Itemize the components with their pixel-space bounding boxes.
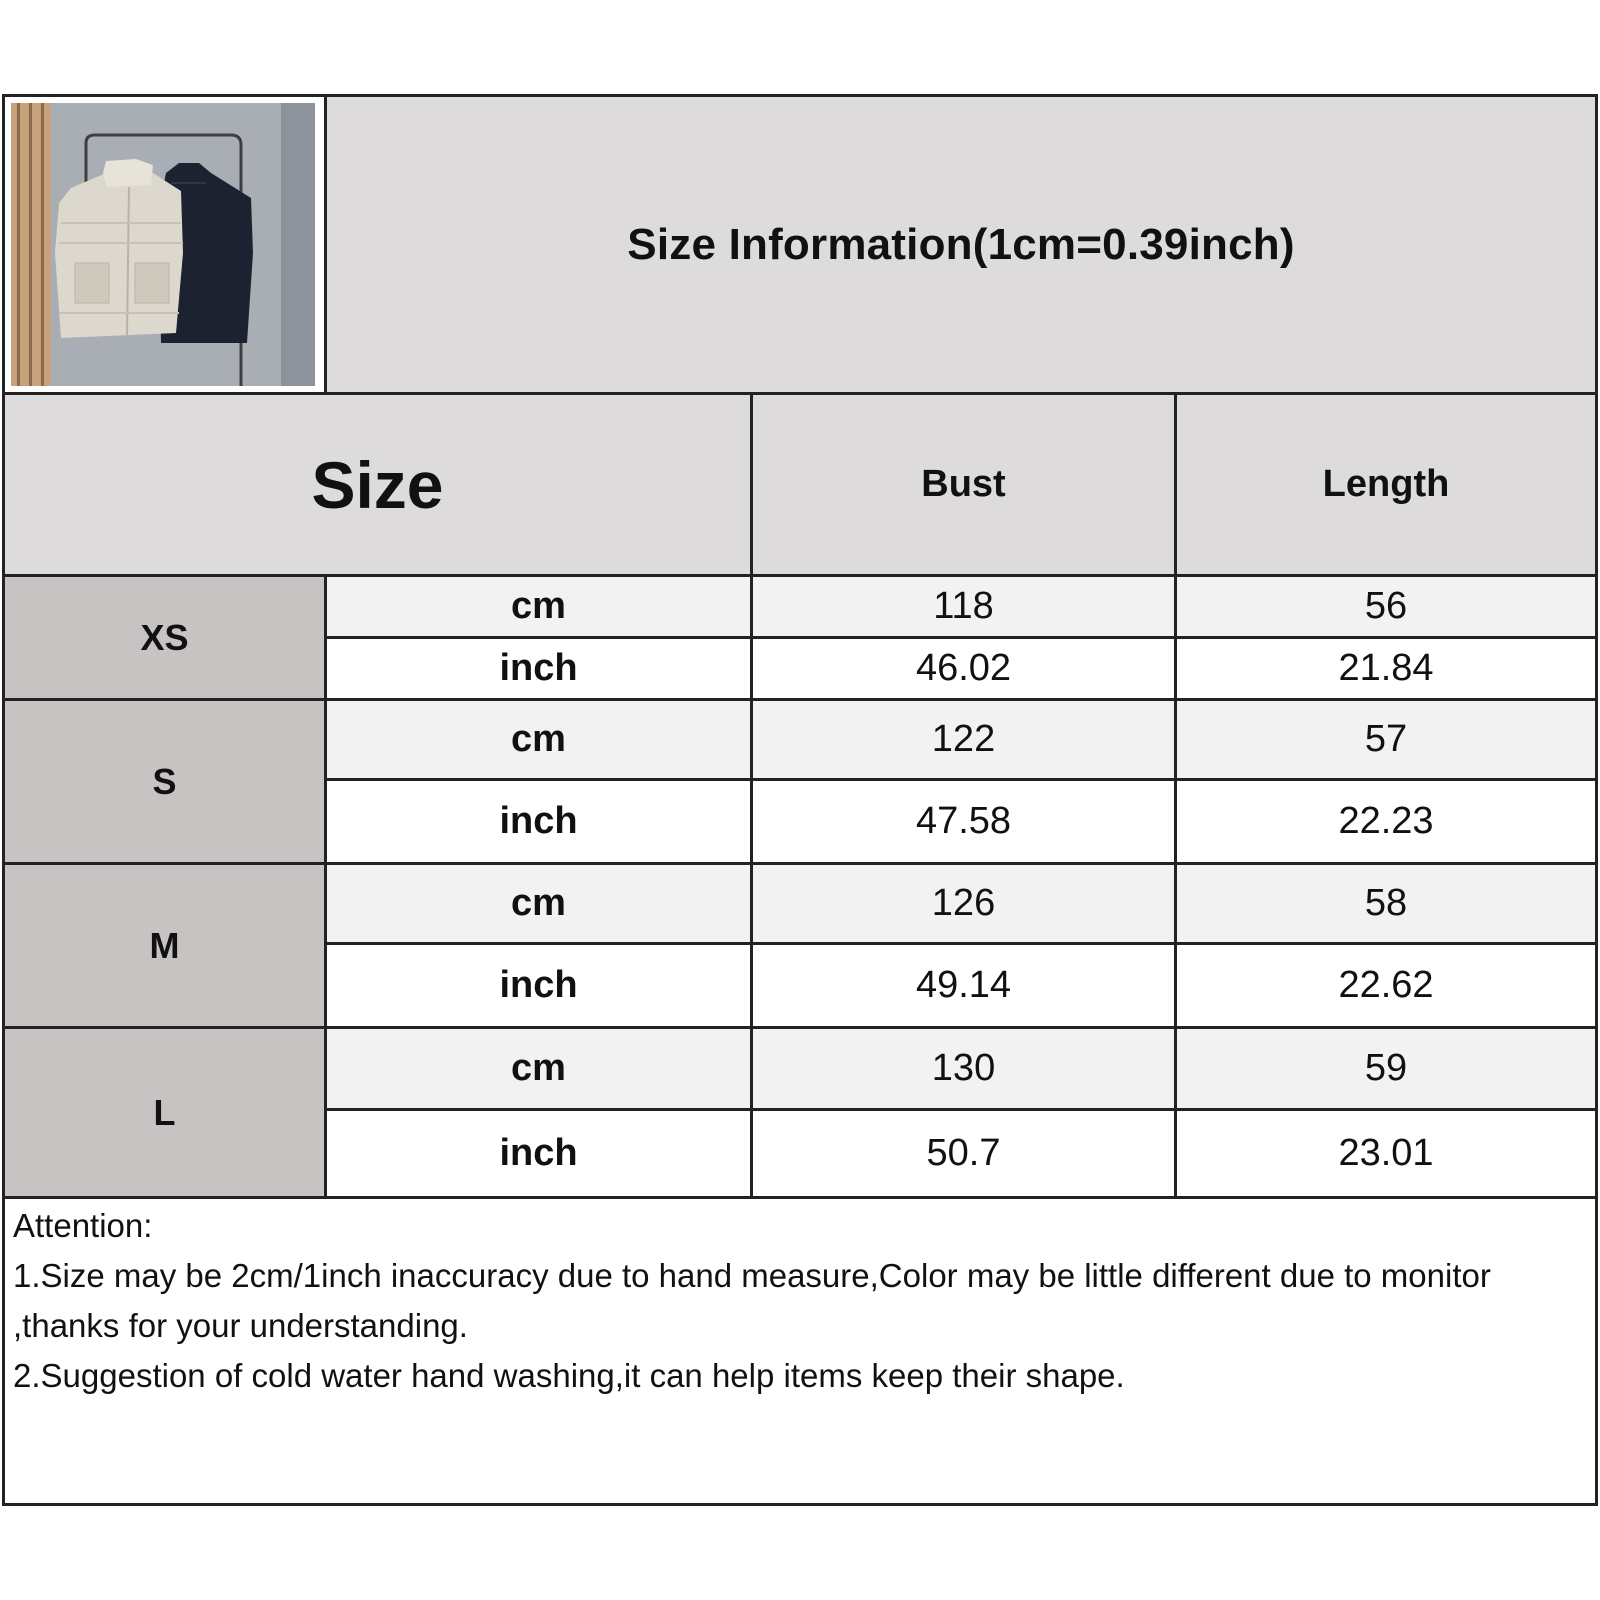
length-cell: 57 — [1364, 718, 1408, 760]
length-cell: 22.62 — [1338, 964, 1434, 1006]
unit-cell: inch — [327, 639, 753, 698]
length-cell: 56 — [1364, 585, 1408, 627]
length-cell: 22.23 — [1338, 800, 1434, 842]
bust-cell: 122 — [753, 701, 1177, 778]
title-cell — [327, 97, 1595, 392]
size-label: M — [5, 865, 327, 1026]
unit-cell: cm — [327, 865, 753, 942]
unit-cell: inch — [327, 781, 753, 862]
bust-cell: 50.7 — [753, 1111, 1177, 1196]
size-group-m — [5, 865, 1595, 1029]
length-cell: 59 — [1364, 1047, 1408, 1089]
size-table-body — [5, 577, 1595, 1199]
unit-cell: cm — [327, 1029, 753, 1108]
table-row-inch — [327, 1111, 1595, 1196]
chart-header — [5, 97, 1595, 395]
size-group-s — [5, 701, 1595, 865]
size-label: XS — [5, 577, 327, 698]
size-label: L — [5, 1029, 327, 1196]
table-row-cm — [327, 577, 1595, 639]
length-cell: 21.84 — [1338, 647, 1434, 689]
column-header-bust: Bust — [753, 395, 1177, 574]
unit-cell: cm — [327, 577, 753, 636]
bust-cell: 47.58 — [753, 781, 1177, 862]
bust-cell: 46.02 — [753, 639, 1177, 698]
table-row-inch — [327, 781, 1595, 862]
bust-cell: 126 — [753, 865, 1177, 942]
size-chart — [2, 94, 1598, 1506]
column-headers — [5, 395, 1595, 577]
table-row-cm — [327, 701, 1595, 781]
unit-cell: inch — [327, 1111, 753, 1196]
table-row-inch — [327, 639, 1595, 698]
attention-notes — [5, 1199, 1595, 1503]
length-cell: 58 — [1364, 882, 1408, 924]
notes-heading: Attention: — [13, 1207, 153, 1244]
notes-line-1: 1.Size may be 2cm/1inch inaccuracy due to hand measure,Color may be little different due to monitor ,thanks for your understanding. — [13, 1257, 1491, 1344]
page-title: Size Information(1cm=0.39inch) — [627, 219, 1295, 269]
length-cell: 23.01 — [1338, 1132, 1434, 1174]
product-photo — [5, 97, 327, 392]
bust-cell: 118 — [753, 577, 1177, 636]
size-label: S — [5, 701, 327, 862]
notes-line-2: 2.Suggestion of cold water hand washing,it can help items keep their shape. — [13, 1357, 1125, 1394]
bust-cell: 130 — [753, 1029, 1177, 1108]
table-row-cm — [327, 865, 1595, 945]
bust-cell: 49.14 — [753, 945, 1177, 1026]
puffer-vest-photo-icon — [11, 103, 315, 386]
unit-cell: cm — [327, 701, 753, 778]
size-group-xs — [5, 577, 1595, 701]
size-group-l — [5, 1029, 1595, 1199]
unit-cell: inch — [327, 945, 753, 1026]
table-row-inch — [327, 945, 1595, 1026]
table-row-cm — [327, 1029, 1595, 1111]
column-header-length: Length — [1177, 395, 1595, 574]
column-header-size: Size — [5, 395, 753, 574]
